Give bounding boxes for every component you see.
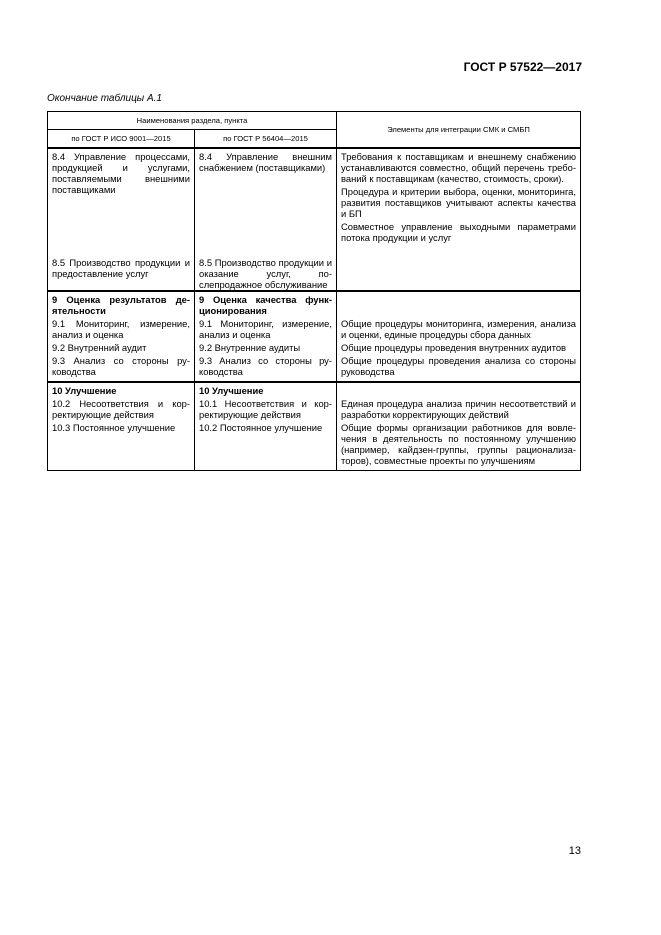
integration-table [47,111,581,471]
cell-text: 10.1 Несоответствия и корректирующие действия [199,398,332,420]
cell-text: Совместное управление выходными параметрами потока продукции и услуг [341,221,576,243]
table-row [48,148,581,219]
table-row [48,382,581,471]
cell-text: Единая процедура анализа причин несоответствий и разработки корректирующих действий [341,398,576,420]
section-title: 9 Оценка качества функционирования [199,294,332,316]
cell-text: 9.1 Мониторинг, измерение, анализ и оценка [52,318,190,340]
page-number: 13 [568,845,581,857]
cell-text: Требования к поставщикам и внешнему снабжению устанавливаются совместно, общий перечень требований к поставщикам (качество, стоимость, сроки). [341,151,576,184]
table-row [48,291,581,382]
section-title: 10 Улучшение [52,385,117,396]
cell-text: Процедура и критерии выбора, оценки, мониторинга, развития поставщиков учитывают аспекты качества и БП [341,186,576,219]
cell-text: 10.2 Постоянное улучшение [199,422,323,433]
section-title: 9 Оценка результатов деятельности [52,294,190,316]
section-title: 10 Улучшение [199,385,264,396]
cell-text: Общие формы организации работников для вовлечения в деятельность по постоянному улучшению (например, кайдзен-группы, группы рационализаторов), совместные проекты по улучшениям [341,422,576,466]
cell-text: 8.5 Производство продукции и предоставление услуг [52,257,190,279]
cell-text: 9.2 Внутренний аудит [52,342,147,353]
cell-text: 10.2 Несоответствия и корректирующие действия [52,398,190,420]
document-code: ГОСТ Р 57522—2017 [463,60,582,74]
column-header-iso9001: по ГОСТ Р ИСО 9001—2015 [48,130,195,149]
cell-text: 9.3 Анализ со стороны руководства [52,355,190,377]
cell-text: Общие процедуры проведения анализа со стороны руководства [341,355,576,377]
cell-text: Общие процедуры проведения внутренних аудитов [341,342,567,353]
table-row [48,219,581,291]
column-header-elements: Элементы для интеграции СМК и СМБП [337,112,581,149]
column-group-header: Наименования раздела, пункта [48,112,337,130]
cell-text: 9.2 Внутренние аудиты [199,342,301,353]
column-header-gost56404: по ГОСТ Р 56404—2015 [195,130,337,149]
cell-text: 10.3 Постоянное улучшение [52,422,176,433]
cell-text: Общие процедуры мониторинга, измерения, анализа и оценки, единые процедуры сбора данных [341,318,576,340]
cell-text: 8.5 Производство продукции и оказание услуг, послепродажное обслуживание [199,257,332,290]
cell-text: 9.1 Мониторинг, измерение, анализ и оценка [199,318,332,340]
cell-text: 8.4 Управление процессами, продукцией и услугами, поставляемыми внешними поставщиками [52,151,190,195]
cell-text: 9.3 Анализ со стороны руководства [199,355,332,377]
table-caption: Окончание таблицы А.1 [47,93,162,104]
cell-text: 8.4 Управление внешним снабжением (поставщиками) [199,151,332,173]
